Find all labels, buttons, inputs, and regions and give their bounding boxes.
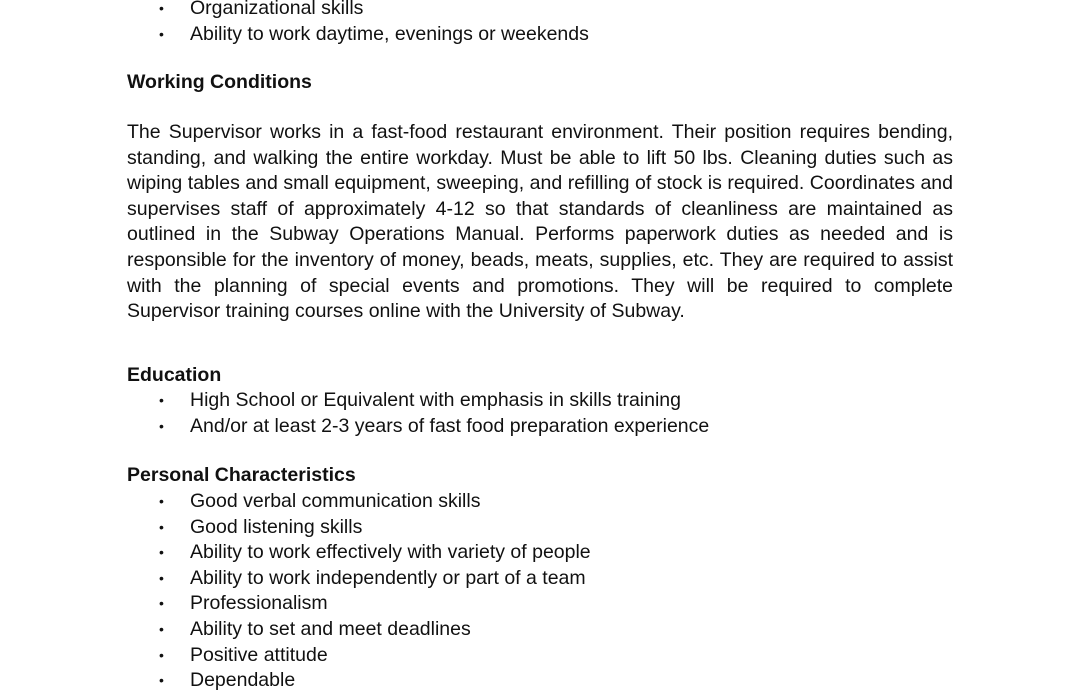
list-item: • Positive attitude xyxy=(0,643,591,669)
list-item: • Professionalism xyxy=(0,591,591,617)
list-item: • Ability to work independently or part of a team xyxy=(0,566,591,592)
list-item: • High School or Equivalent with emphasis in skills training xyxy=(0,388,709,414)
working-conditions-paragraph: The Supervisor works in a fast-food restaurant environment. Their position requires bending, standing, and walking the entire workday. Must be able to lift 50 lbs. Cleaning duties such as wiping tables and small equipment, sweeping, and refilling of stock is required. Coordinates and supervises staff of approximately 4-12 so that standards of cleanliness are maintained as outlined in the Subway Operations Manual. Performs paperwork duties as needed and is responsible for the inventory of money, beads, meats, supplies, etc. They are required to assist with the planning of special events and promotions. They will be required to complete Supervisor training courses online with the University of Subway. xyxy=(127,121,953,323)
bullet-icon: • xyxy=(159,672,164,689)
personal-characteristics-heading: Personal Characteristics xyxy=(127,464,356,486)
bullet-icon: • xyxy=(159,569,164,586)
bullet-icon: • xyxy=(159,544,164,561)
education-heading: Education xyxy=(127,364,222,386)
working-conditions-heading: Working Conditions xyxy=(127,71,312,93)
education-list xyxy=(0,388,709,439)
list-item: • Good listening skills xyxy=(0,515,591,541)
bullet-icon: • xyxy=(159,392,164,408)
bullet-icon: • xyxy=(159,646,164,663)
bullet-icon: • xyxy=(159,0,164,16)
list-item: • Ability to work daytime, evenings or weekends xyxy=(0,22,589,48)
list-item: • Good verbal communication skills xyxy=(0,489,591,515)
top-skills-list xyxy=(0,0,589,47)
personal-characteristics-list xyxy=(0,489,591,694)
bullet-icon: • xyxy=(159,518,164,535)
bullet-icon: • xyxy=(159,620,164,637)
list-item: • Ability to work effectively with variety of people xyxy=(0,540,591,566)
bullet-icon: • xyxy=(159,417,164,434)
list-item: • And/or at least 2-3 years of fast food preparation experience xyxy=(0,414,709,440)
list-item: • Dependable xyxy=(0,668,591,694)
list-item: • Ability to set and meet deadlines xyxy=(0,617,591,643)
list-item: • Organizational skills xyxy=(0,0,589,22)
bullet-icon: • xyxy=(159,493,164,509)
bullet-icon: • xyxy=(159,595,164,612)
bullet-icon: • xyxy=(159,25,164,42)
